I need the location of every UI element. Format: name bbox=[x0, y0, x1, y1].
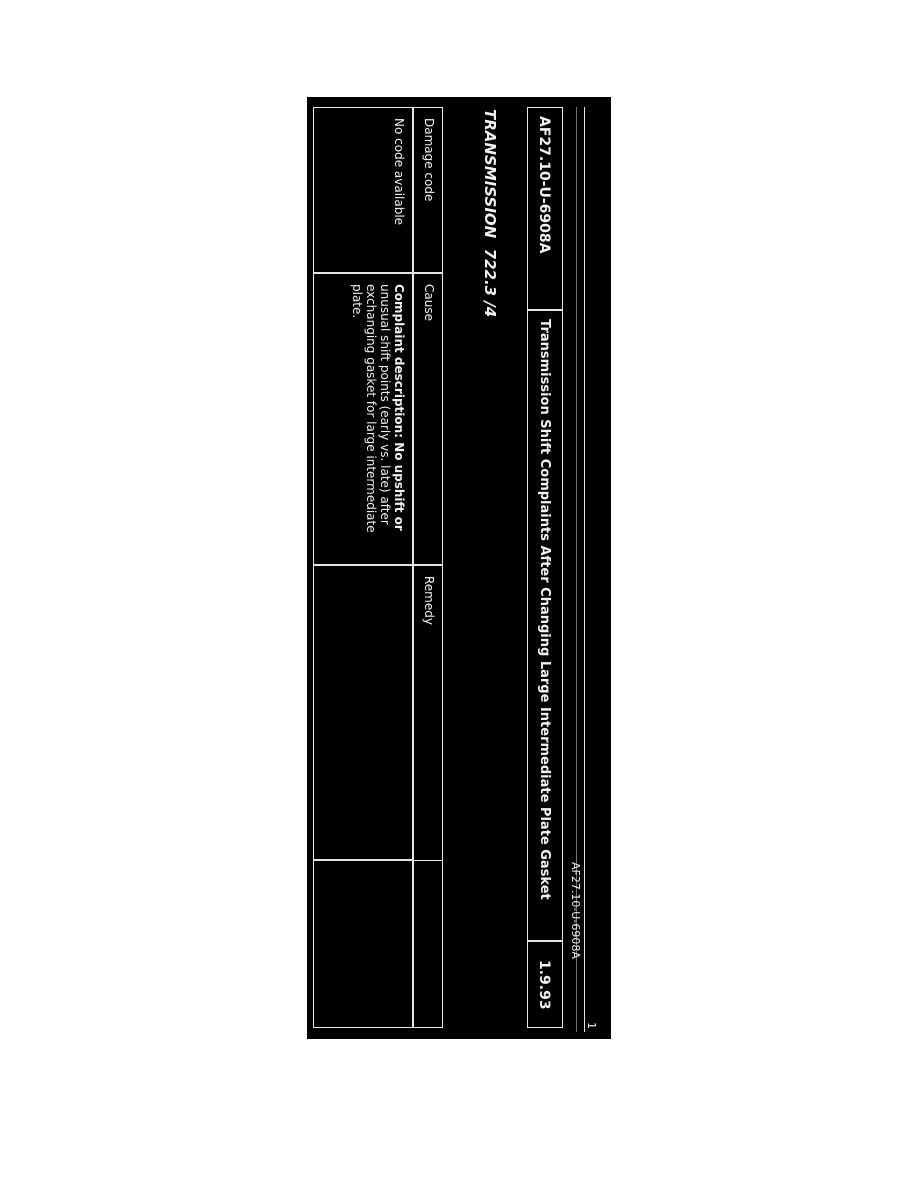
scanned-page bbox=[307, 97, 611, 1039]
table-row-damage-code bbox=[313, 107, 413, 273]
cause-line-3: exchanging gasket for large intermediate bbox=[364, 284, 378, 533]
cause-line-4: plate. bbox=[350, 284, 364, 319]
table-header-extra bbox=[413, 860, 443, 1028]
damage-code-value: No code available bbox=[392, 118, 406, 226]
table-header-damage-code bbox=[413, 107, 443, 273]
cause-line-2: unusual shift points (early vs. late) after bbox=[378, 284, 392, 525]
cause-text bbox=[350, 284, 406, 559]
cause-line-1: Complaint description: No upshift or bbox=[392, 284, 406, 531]
title-code: AF27.10-U-6908A bbox=[536, 116, 552, 254]
table-row-extra bbox=[313, 860, 413, 1028]
title-text-box bbox=[527, 310, 563, 941]
header-doc-ref: AF27.10-U-6908A bbox=[569, 862, 582, 959]
section-heading: TRANSMISSION 722.3 /4 bbox=[481, 109, 499, 318]
table-row-remedy bbox=[313, 565, 413, 860]
table-header-cause bbox=[413, 273, 443, 565]
header-damage-code-label: Damage code bbox=[422, 118, 436, 202]
title-code-box bbox=[527, 107, 563, 310]
rotated-document bbox=[307, 97, 611, 1039]
document-date: 1.9.93 bbox=[536, 960, 552, 1010]
header-rule bbox=[584, 107, 585, 1032]
header-page-number: 1 bbox=[585, 1022, 598, 1029]
header-remedy-label: Remedy bbox=[422, 576, 436, 625]
header-cause-label: Cause bbox=[422, 284, 436, 321]
table-row-cause bbox=[313, 273, 413, 565]
title-date-box bbox=[527, 941, 563, 1028]
document-title: Transmission Shift Complaints After Changing Large Intermediate Plate Gasket bbox=[537, 319, 552, 900]
